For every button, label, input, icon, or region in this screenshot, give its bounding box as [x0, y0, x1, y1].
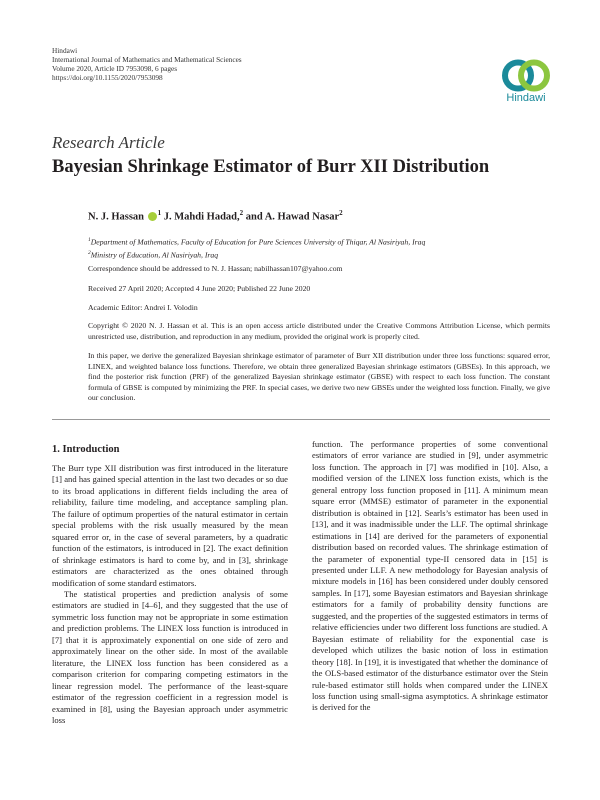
- publisher-name: Hindawi: [52, 46, 78, 55]
- journal-volume: Volume 2020, Article ID 7953098, 6 pages: [52, 64, 178, 73]
- academic-editor: Academic Editor: Andrei I. Volodin: [88, 303, 198, 312]
- logo-wordmark: Hindawi: [506, 92, 546, 104]
- affiliation-text: Ministry of Education, Al Nasiriyah, Iraq: [90, 250, 219, 260]
- body-paragraph: function. The performance properties of some conventional estimators of error variance are studied in [9], under asymmetric loss function. The approach in [7] was modified in [10]. Also, a modified version of the LINEX loss function exists, which is the general entropy loss function proposed in [11]. A minimum mean square error (MMSE) estimator of parameter in the exponential distribution is obtained in [12]. Searls’s estimator has been used in [13], and it was inadmissible under the LLF. The optimal shrinkage estimations in [14] are derived for the parameters of exponential distribution based on recorded values. The shrinkage estimation of the parameter of exponential type-II censored data in [15] is presented under LLF. A new methodology for Bayesian analysis of mixture models in [16] has been considered under doubly censored samples. In [17], some Bayesian estimators and Bayesian shrinkage estimators for a family of probability density functions are suggested, and the properties of the suggested estimators in terms of relative efficiencies under two different loss functions are studied. A Bayesian estimate of reliability for the exponential case is developed which utilizes the basic notion of loss in estimation theory [18]. In [19], it is investigated that whether the dominance of the OLS-based estimator of the disturbance estimator over the Stein rule-based estimator still holds when compared under the LINEX loss function using small-sigma asymptotics. A shrinkage estimator is derived for the: [312, 439, 548, 713]
- body-paragraph: The Burr type XII distribution was first introduced in the literature [1] and has gained special attention in the last two decades or so due to its broad applications in different fields including the area of reliability, failure time modeling, and acceptance sampling plan. The failure of optimum properties of the natural estimator in certain special problems with the risk usually measured by the mean squared error or, in the case of several parameters, by a quadratic function of the estimators, is introduced in [2]. The exact definition of shrinkage estimators is hard to come by, and in [3], shrinkage estimators are characterized as the ones obtained through modification of some standard estimators.: [52, 463, 288, 588]
- right-column: [312, 439, 548, 714]
- journal-name: International Journal of Mathematics and Mathematical Sciences: [52, 55, 242, 64]
- author-affiliation-mark: 2: [239, 209, 244, 217]
- section-heading: 1. Introduction: [52, 444, 120, 455]
- journal-info: [52, 46, 242, 82]
- author-name: and A. Hawad Nasar: [245, 211, 340, 223]
- copyright-notice: Copyright © 2020 N. J. Hassan et al. This is an open access article distributed under the Creative Commons Attribution License, which permits unrestricted use, distribution, and reproduction in any medium, provided the original work is properly cited.: [88, 321, 550, 341]
- paper-title: Bayesian Shrinkage Estimator of Burr XII Distribution: [52, 157, 490, 177]
- author-affiliation-mark: 1: [157, 209, 162, 217]
- correspondence: Correspondence should be addressed to N. J. Hassan; nabilhassan107@yahoo.com: [88, 264, 343, 273]
- article-type: Research Article: [52, 133, 165, 152]
- author-affiliation-mark: 2: [339, 209, 343, 217]
- affiliation-mark: 2: [88, 250, 91, 257]
- affiliation-text: Department of Mathematics, Faculty of Education for Pure Sciences University of Thiqar, Al Nasiriyah, Iraq: [90, 237, 426, 247]
- author-list: [88, 209, 343, 223]
- doi-link[interactable]: https://doi.org/10.1155/2020/7953098: [52, 73, 163, 82]
- divider: [52, 419, 550, 420]
- affiliation-mark: 1: [88, 237, 91, 243]
- author-name: J. Mahdi Hadad,: [163, 211, 240, 223]
- publication-dates: Received 27 April 2020; Accepted 4 June 2020; Published 22 June 2020: [88, 284, 311, 293]
- body-paragraph: The statistical properties and prediction analysis of some estimators are studied in [4–6], and they suggested that the use of symmetric loss function may not be appropriate in some estimation and prediction problems. The LINEX loss function is introduced in [7] that it is approximately exponential on one side of zero and approximately linear on the other side. In most of the available literature, the LINEX loss function has been considered as a comparison criterion for comparing competing estimators in the linear regression model. The performance of the least-square estimator of the regression coefficient in a regression model is examined in [8], using the Bayesian approach under asymmetric loss: [52, 588, 288, 725]
- abstract: In this paper, we derive the generalized Bayesian shrinkage estimator of parameter of Burr XII distribution under three loss functions: squared error, LINEX, and weighted balance loss functions. Therefore, we obtain three generalized Bayesian shrinkage estimators (GBSEs). In this approach, we find the posterior risk function (PRF) of the generalized Bayesian shrinkage estimator (GBSE) with respect to each loss function. The constant formula of GBSE is computed by minimizing the PRF. In special cases, we derive two new GBSEs under the weighted loss function. Finally, we give our conclusion.: [88, 351, 550, 403]
- author-name: N. J. Hassan: [88, 211, 145, 223]
- affiliations: [88, 235, 550, 261]
- orcid-icon[interactable]: [148, 212, 157, 221]
- left-column: [52, 443, 288, 726]
